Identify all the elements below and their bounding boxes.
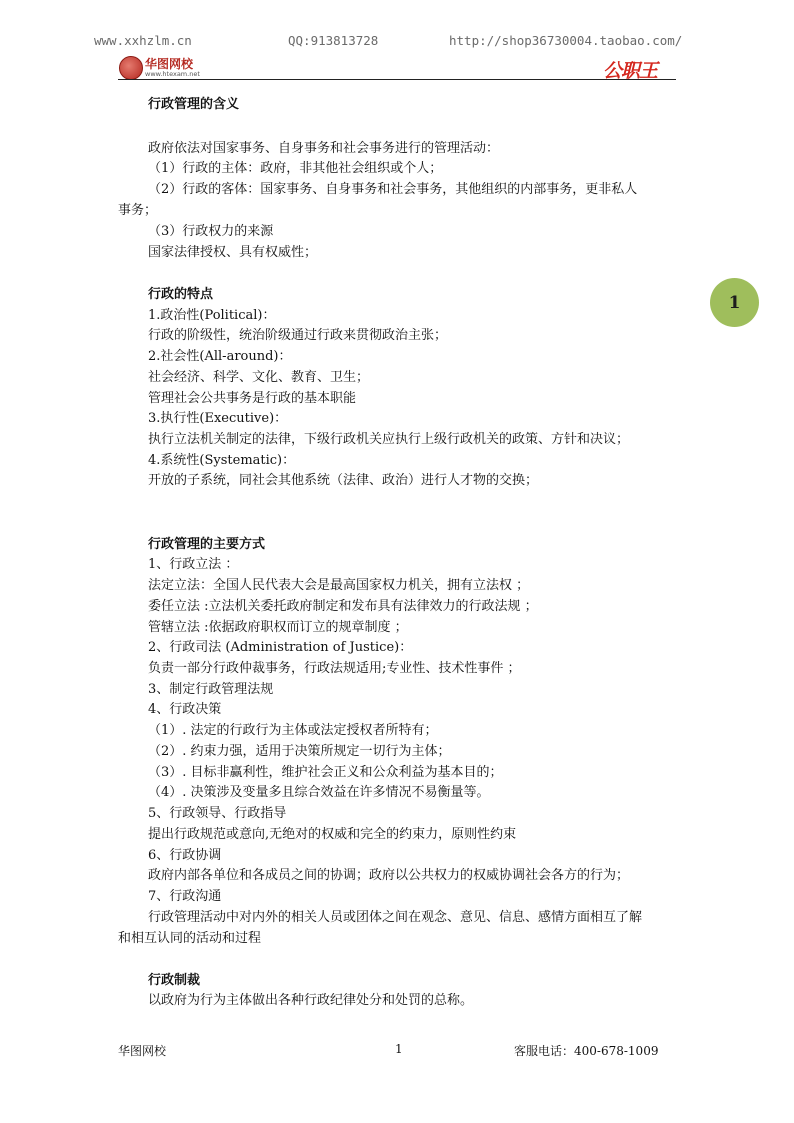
paragraph: 行政管理活动中对内外的相关人员或团体之间在观念、意见、信息、感情方面相互了解 [148, 910, 643, 925]
footer-hotline: 客服电话：400-678-1009 [514, 1044, 659, 1058]
paragraph: 执行立法机关制定的法律，下级行政机关应执行上级行政机关的政策、方针和决议； [148, 432, 630, 447]
paragraph: （4）. 决策涉及变量多且综合效益在许多情况不易衡量等。 [148, 785, 490, 800]
paragraph: （1）. 法定的行政行为主体或法定授权者所特有； [148, 723, 438, 738]
paragraph: 政府依法对国家事务、自身事务和社会事务进行的管理活动： [148, 141, 500, 156]
header-divider [118, 79, 676, 80]
shop-url[interactable]: http://shop36730004.taobao.com/ [449, 33, 683, 48]
paragraph: 2.社会性(All-around)： [148, 349, 292, 364]
site-url[interactable]: www.xxhzlm.cn [94, 33, 192, 48]
page-number-badge: 1 [710, 278, 759, 327]
paragraph: （2）行政的客体：国家事务、自身事务和社会事务，其他组织的内部事务，更非私人 [148, 182, 638, 197]
paragraph: 1、行政立法 ： [148, 557, 239, 572]
paragraph: 提出行政规范或意向,无绝对的权威和完全的约束力，原则性约束 [148, 827, 517, 842]
header-url-bar [0, 33, 794, 51]
huatu-logo [119, 55, 209, 79]
paragraph: 负责一部分行政仲裁事务，行政法规适用;专业性、技术性事件 ； [148, 661, 521, 676]
paragraph: 管辖立法 :依据政府职权而订立的规章制度 ； [148, 620, 408, 635]
paragraph: 国家法律授权、具有权威性； [148, 245, 318, 260]
gongzhiwang-logo: 公职王 [603, 60, 658, 82]
paragraph: 委任立法 :立法机关委托政府制定和发布具有法律效力的行政法规 ； [148, 599, 538, 614]
paragraph: 事务； [118, 203, 158, 218]
paragraph: 4.系统性(Systematic)： [148, 453, 296, 468]
section-title: 行政管理的主要方式 [148, 537, 266, 552]
paragraph: 行政的阶级性，统治阶级通过行政来贯彻政治主张； [148, 328, 448, 343]
qq-contact: QQ:913813728 [288, 33, 379, 48]
seal-icon [119, 56, 143, 80]
section-title: 行政的特点 [148, 287, 214, 302]
paragraph: 法定立法：全国人民代表大会是最高国家权力机关，拥有立法权 ； [148, 578, 530, 593]
paragraph: （3）行政权力的来源 [148, 224, 274, 239]
paragraph: 和相互认同的活动和过程 [118, 931, 262, 946]
paragraph: 政府内部各单位和各成员之间的协调；政府以公共权力的权威协调社会各方的行为； [148, 868, 630, 883]
paragraph: （3）. 目标非赢利性，维护社会正义和公众利益为基本目的； [148, 765, 503, 780]
paragraph: 管理社会公共事务是行政的基本职能 [148, 391, 357, 406]
logo-url: www.htexam.net [145, 70, 200, 78]
paragraph: 7、行政沟通 [148, 889, 222, 904]
logo-name: 华图网校 [145, 57, 194, 71]
paragraph: （1）行政的主体：政府，非其他社会组织或个人； [148, 161, 443, 176]
paragraph: 4、行政决策 [148, 702, 222, 717]
footer-page-number: 1 [395, 1042, 403, 1056]
paragraph: 开放的子系统，同社会其他系统（法律、政治）进行人才物的交换； [148, 473, 539, 488]
paragraph: （2）. 约束力强，适用于决策所规定一切行为主体； [148, 744, 451, 759]
paragraph: 1.政治性(Political)： [148, 308, 276, 323]
paragraph: 6、行政协调 [148, 848, 222, 863]
footer-brand: 华图网校 [118, 1044, 167, 1058]
paragraph: 5、行政领导、行政指导 [148, 806, 287, 821]
paragraph: 3、制定行政管理法规 [148, 682, 274, 697]
paragraph: 2、行政司法 (Administration of Justice)： [148, 640, 413, 655]
paragraph: 以政府为行为主体做出各种行政纪律处分和处罚的总称。 [148, 993, 474, 1008]
paragraph: 3.执行性(Executive)： [148, 411, 288, 426]
paragraph: 社会经济、科学、文化、教育、卫生； [148, 370, 370, 385]
section-title: 行政制裁 [148, 973, 201, 988]
section-title: 行政管理的含义 [148, 97, 240, 112]
